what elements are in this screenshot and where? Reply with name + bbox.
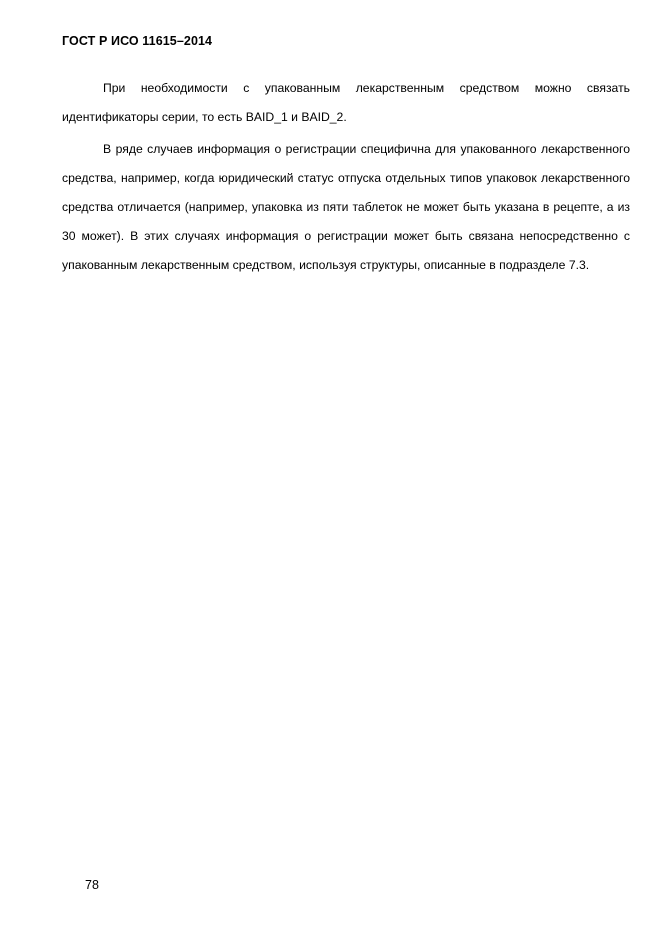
body-text [62, 74, 630, 283]
paragraph-registration-info: В ряде случаев информация о регистрации специфична для упакованного лекарственного средства, например, когда юридический статус отпуска отдельных типов упаковок лекарственного средства отличается (например, упаковка из пяти таблеток не может быть указана в рецепте, а из 30 может). В этих случаях информация о регистрации может быть связана непосредственно с упакованным лекарственным средством, используя структуры, описанные в подразделе 7.3. [62, 142, 630, 272]
paragraph-batch-identifiers: При необходимости с упакованным лекарственным средством можно связать идентификаторы серии, то есть BAID_1 и BAID_2. [62, 81, 630, 124]
standard-code-header: ГОСТ Р ИСО 11615–2014 [62, 34, 213, 48]
page-number: 78 [85, 878, 99, 892]
